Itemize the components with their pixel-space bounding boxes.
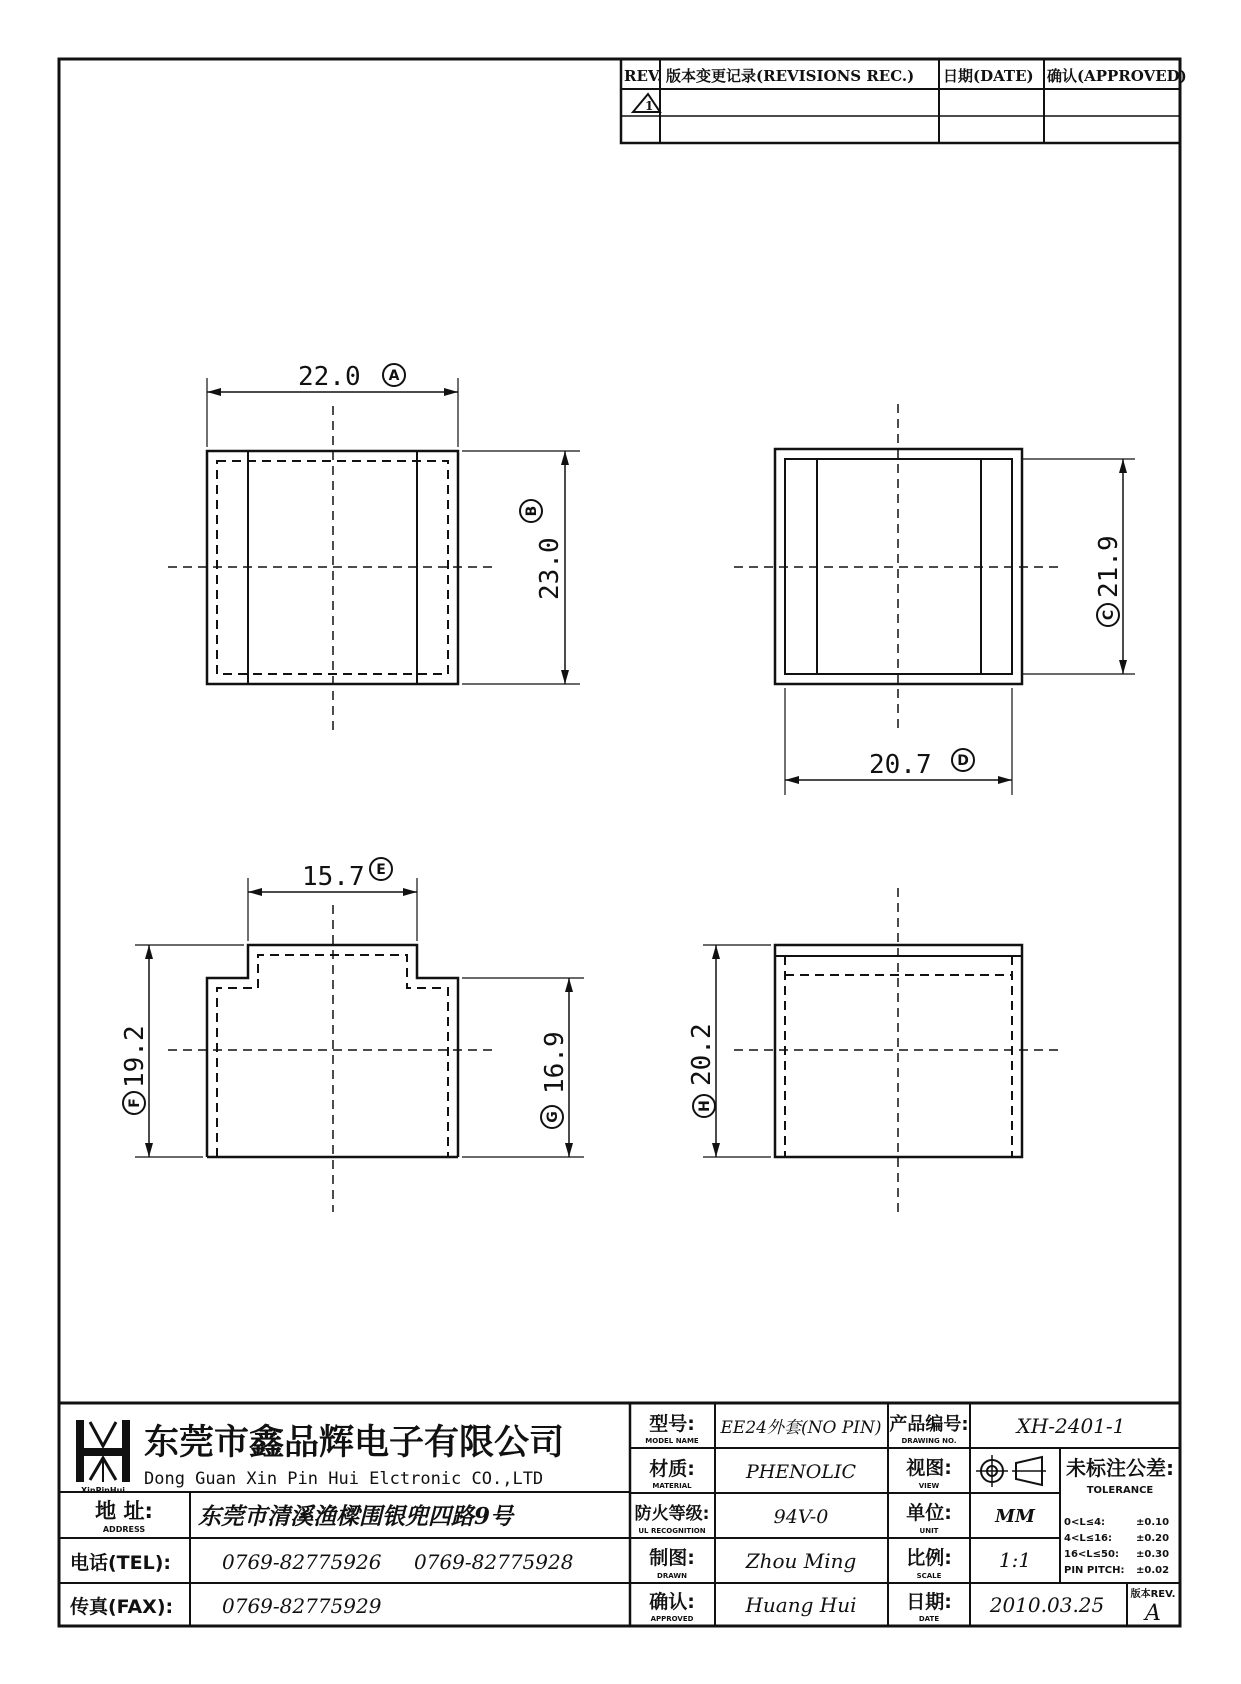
date-label-en: DATE	[918, 1615, 940, 1623]
dim-e-tag	[370, 858, 392, 880]
svg-text:±0.10: ±0.10	[1136, 1517, 1170, 1528]
drawn-label: 制图:	[649, 1547, 695, 1569]
rev-label: 版本REV.	[1130, 1589, 1176, 1600]
date-label: 日期:	[906, 1591, 952, 1613]
dim-c-tag	[1097, 604, 1119, 626]
svg-text:±0.02: ±0.02	[1136, 1565, 1170, 1576]
drawing-no-label: 产品编号:	[889, 1414, 969, 1435]
svg-text:XinPinHui: XinPinHui	[80, 1486, 126, 1495]
ul-value: 94V-0	[773, 1506, 829, 1528]
tel-value-1: 0769-82775926	[222, 1550, 382, 1574]
svg-text:F: F	[127, 1098, 143, 1108]
company-name-cn: 东莞市鑫品辉电子有限公司	[144, 1423, 565, 1463]
ul-label-en: UL RECOGNITION	[638, 1527, 706, 1535]
rev-header: REV.	[624, 67, 663, 85]
dim-g-tag	[541, 1106, 563, 1128]
address-label: 地 址:	[95, 1499, 153, 1523]
svg-text:±0.20: ±0.20	[1136, 1533, 1170, 1544]
address-label-en: ADDRESS	[102, 1525, 146, 1534]
dim-a-tag	[383, 364, 405, 386]
dim-e-value: 15.7	[302, 862, 365, 892]
svg-text:16<L≤50:: 16<L≤50:	[1064, 1549, 1119, 1560]
rev-value: A	[1145, 1601, 1161, 1626]
company-name-en: Dong Guan Xin Pin Hui Elctronic CO.,LTD	[144, 1469, 544, 1489]
address-value: 东莞市清溪渔樑围银兜四路9号	[198, 1503, 514, 1530]
unit-value: MM	[995, 1506, 1035, 1527]
drawn-label-en: DRAWN	[657, 1572, 687, 1580]
drawing-no-label-en: DRAWING NO.	[901, 1437, 957, 1445]
tel-value-2: 0769-82775928	[414, 1550, 574, 1574]
ul-label: 防火等级:	[634, 1504, 710, 1524]
svg-text:H: H	[697, 1100, 713, 1112]
svg-text:0<L≤4:: 0<L≤4:	[1064, 1517, 1106, 1528]
view-label-en: VIEW	[918, 1482, 940, 1490]
svg-text:G: G	[545, 1111, 561, 1123]
scale-label: 比例:	[906, 1547, 952, 1569]
tolerance-title-en: TOLERANCE	[1086, 1485, 1154, 1496]
dim-d-value: 20.7	[869, 750, 932, 780]
model-label: 型号:	[649, 1413, 695, 1435]
fax-label: 传真(FAX):	[70, 1596, 174, 1618]
svg-text:C: C	[1101, 609, 1117, 621]
drawn-value: Zhou Ming	[745, 1549, 857, 1573]
revision-triangle-icon	[633, 94, 660, 113]
material-label: 材质:	[649, 1458, 695, 1480]
svg-text:B: B	[524, 505, 540, 517]
dim-c-value: 21.9	[1094, 535, 1124, 598]
fax-value: 0769-82775929	[222, 1594, 382, 1618]
unit-label: 单位:	[906, 1502, 952, 1524]
svg-text:A: A	[388, 368, 400, 384]
approved-label: 确认:	[649, 1591, 695, 1613]
dim-f-value: 19.2	[120, 1025, 150, 1088]
dim-h-value: 20.2	[687, 1023, 717, 1086]
view-label: 视图:	[906, 1457, 952, 1479]
approved-label-en: APPROVED	[650, 1615, 694, 1623]
date-value: 2010.03.25	[989, 1593, 1105, 1617]
dim-d-tag	[952, 749, 974, 771]
model-value: EE24外套(NO PIN)	[720, 1418, 882, 1438]
company-logo	[76, 1420, 130, 1495]
dim-b-value: 23.0	[535, 537, 565, 600]
revision-record-header: 版本变更记录(REVISIONS REC.)	[666, 67, 915, 85]
unit-label-en: UNIT	[919, 1527, 939, 1535]
svg-text:±0.30: ±0.30	[1136, 1549, 1170, 1560]
material-value: PHENOLIC	[745, 1461, 857, 1483]
tolerance-table	[1064, 1517, 1169, 1576]
dim-g-value: 16.9	[540, 1031, 570, 1094]
view-front	[168, 378, 580, 730]
tolerance-title: 未标注公差:	[1066, 1456, 1174, 1480]
scale-value: 1:1	[998, 1548, 1032, 1572]
svg-text:1: 1	[645, 99, 654, 113]
revision-approved-header: 确认(APPROVED)	[1047, 67, 1187, 85]
drawing-no-value: XH-2401-1	[1016, 1414, 1126, 1438]
dim-h-tag	[693, 1095, 715, 1117]
view-end-stepped	[135, 878, 584, 1212]
revision-date-header: 日期(DATE)	[943, 67, 1034, 85]
dim-f-tag	[123, 1092, 145, 1114]
svg-text:PIN PITCH:: PIN PITCH:	[1064, 1565, 1125, 1576]
dim-a-value: 22.0	[298, 362, 361, 392]
svg-text:D: D	[957, 753, 969, 769]
approved-value: Huang Hui	[745, 1593, 857, 1617]
material-label-en: MATERIAL	[652, 1482, 692, 1490]
tel-label: 电话(TEL):	[70, 1552, 172, 1574]
sheet-border	[59, 59, 1180, 1626]
svg-text:4<L≤16:: 4<L≤16:	[1064, 1533, 1113, 1544]
model-label-en: MODEL NAME	[645, 1437, 699, 1445]
dim-b-tag	[520, 500, 542, 522]
view-side	[734, 404, 1135, 795]
scale-label-en: SCALE	[916, 1572, 942, 1580]
view-top	[703, 888, 1064, 1215]
svg-text:E: E	[376, 862, 386, 878]
projection-symbol-icon	[976, 1455, 1046, 1487]
